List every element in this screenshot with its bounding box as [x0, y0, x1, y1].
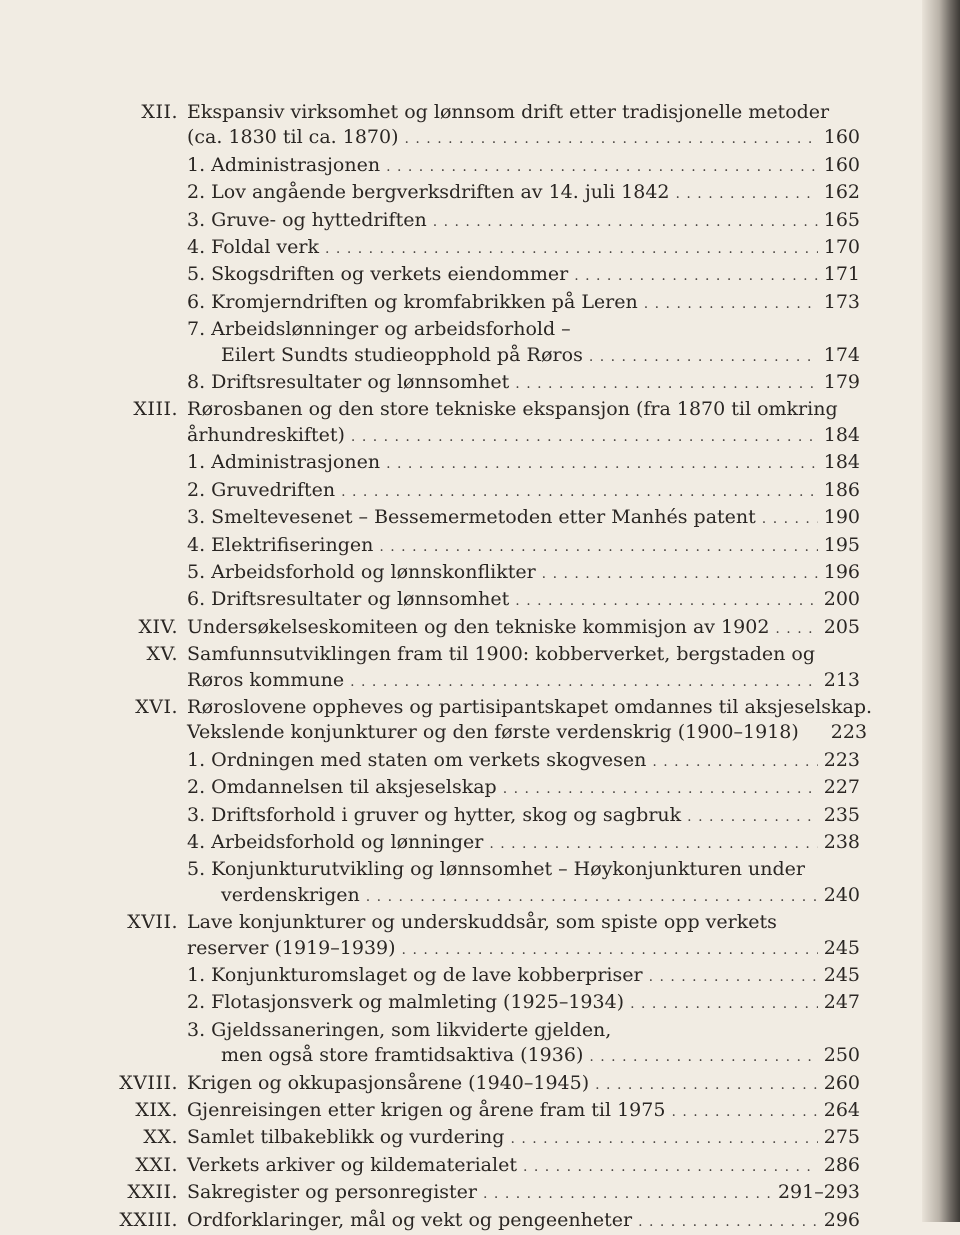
- chapter-title-cont: århundreskiftet): [187, 423, 345, 446]
- page-number: 247: [823, 991, 860, 1014]
- chapter-title: Ordforklaringer, mål og vekt og pengeenheter: [187, 1208, 633, 1231]
- page-number: 165: [823, 208, 860, 231]
- chapter-number: XXII.: [127, 1181, 178, 1204]
- page-number: 184: [823, 451, 860, 474]
- chapter-title: Undersøkelseskomiteen og den tekniske kommisjon av 1902: [187, 615, 770, 638]
- dot-leader: [351, 423, 818, 450]
- dot-leader: [775, 615, 817, 642]
- table-of-contents: [80, 100, 873, 1235]
- page-number: 205: [823, 615, 860, 638]
- dot-leader: [350, 668, 818, 695]
- section-title: 3. Driftsforhold i gruver og hytter, skog og sagbruk: [187, 803, 682, 826]
- dot-leader: [523, 1153, 818, 1180]
- section-title: 2. Flotasjonsverk og malmleting (1925–1934): [187, 991, 625, 1014]
- chapter-title: Verkets arkiver og kildematerialet: [187, 1153, 517, 1176]
- section-title: 4. Foldal verk: [187, 236, 320, 259]
- section-title: 3. Smeltevesenet – Bessemermetoden etter Manhés patent: [187, 506, 756, 529]
- page-number: 223: [830, 721, 868, 744]
- page-number: 186: [823, 478, 860, 501]
- page-number: 245: [823, 964, 860, 986]
- dot-leader: [386, 153, 818, 180]
- page-number: 170: [823, 236, 860, 259]
- page-number: 195: [823, 533, 860, 556]
- page-number: 179: [823, 371, 860, 394]
- chapter-title: Røroslovene oppheves og partisipantskapet omdannes til aksjeselskap.: [187, 695, 873, 718]
- page-number: 235: [823, 803, 860, 826]
- dot-leader: [630, 990, 818, 1017]
- chapter-title: Samfunnsutviklingen fram til 1900: kobberverket, bergstaden og: [187, 643, 816, 666]
- dot-leader: [433, 208, 818, 235]
- chapter-title: Lave konjunkturer og underskuddsår, som spiste opp verkets: [187, 911, 777, 934]
- chapter-number: XVIII.: [119, 1071, 178, 1094]
- page-number: 171: [823, 263, 860, 286]
- chapter-title: Sakregister og personregister: [187, 1181, 478, 1204]
- chapter-title-cont: Vekslende konjunkturer og den første verdenskrig (1900–1918): [187, 721, 799, 744]
- section-title: 2. Lov angående bergverksdriften av 14. juli 1842: [187, 181, 670, 204]
- chapter-xxiii: [80, 1208, 860, 1235]
- chapter-title: Rørosbanen og den store tekniske ekspansjon (fra 1870 til omkring: [187, 398, 838, 421]
- section-title: 1. Administrasjonen: [187, 153, 381, 176]
- section-title-cont: men også store framtidsaktiva (1936): [221, 1044, 584, 1067]
- dot-leader: [366, 883, 818, 910]
- chapter-number: XXIII.: [119, 1208, 178, 1231]
- dot-leader: [325, 235, 818, 262]
- page-number: 184: [823, 423, 860, 446]
- page-number: 200: [823, 588, 860, 611]
- section-title: 5. Konjunkturutvikling og lønnsomhet – Høykonjunkturen under: [187, 858, 805, 881]
- dot-leader: [589, 343, 818, 370]
- page-number: 296: [823, 1208, 860, 1231]
- chapter-xv: [80, 642, 860, 695]
- section-title-cont: verdenskrigen: [221, 883, 360, 906]
- chapter-title: Krigen og okkupasjonsårene (1940–1945): [187, 1071, 590, 1094]
- chapter-number: XIX.: [135, 1099, 178, 1122]
- chapter-number: XVI.: [135, 695, 178, 718]
- section-title: 1. Administrasjonen: [187, 451, 381, 474]
- dot-leader: [483, 1180, 772, 1207]
- dot-leader: [402, 936, 818, 963]
- page-number: 223: [823, 748, 860, 771]
- chapter-title-cont: (ca. 1830 til ca. 1870): [187, 126, 399, 149]
- chapter-xx: [80, 1125, 860, 1152]
- section-title: 5. Skogsdriften og verkets eiendommer: [187, 263, 569, 286]
- page-number: 173: [823, 290, 860, 313]
- chapter-number: XX.: [143, 1126, 178, 1149]
- section-title: 5. Arbeidsforhold og lønnskonflikter: [187, 560, 536, 583]
- dot-leader: [405, 125, 818, 152]
- dot-leader: [589, 1043, 817, 1070]
- dot-leader: [687, 803, 818, 830]
- chapter-xxii: [80, 1180, 860, 1207]
- page-number: 291–293: [777, 1181, 860, 1204]
- page-number: 275: [823, 1126, 860, 1149]
- dot-leader: [676, 180, 818, 207]
- page-number: 196: [823, 560, 860, 583]
- page-number: 190: [823, 506, 860, 529]
- chapter-xvii: [80, 910, 860, 1070]
- dot-leader: [649, 963, 818, 990]
- chapter-title: Ekspansiv virksomhet og lønnsom drift etter tradisjonelle metoder: [187, 101, 830, 123]
- chapter-title: Gjenreisingen etter krigen og årene fram til 1975: [187, 1099, 666, 1122]
- page-number: 245: [823, 936, 860, 959]
- page-number: 160: [823, 153, 860, 176]
- page-number: 227: [823, 776, 860, 799]
- chapter-xix: [80, 1098, 860, 1125]
- dot-leader: [762, 505, 818, 532]
- dot-leader: [510, 1125, 817, 1152]
- page-number: 162: [823, 181, 860, 204]
- page-number: 238: [823, 830, 860, 853]
- dot-leader: [542, 560, 818, 587]
- section-title: 6. Kromjerndriften og kromfabrikken på Leren: [187, 290, 638, 313]
- section-title: 2. Gruvedriften: [187, 478, 336, 501]
- chapter-title-cont: reserver (1919–1939): [187, 936, 396, 959]
- page-number: 213: [823, 668, 860, 691]
- chapter-number: XVII.: [127, 911, 178, 934]
- chapter-xxi: [80, 1153, 860, 1180]
- section-title: 2. Omdannelsen til aksjeselskap: [187, 776, 497, 799]
- section-title: 7. Arbeidslønninger og arbeidsforhold –: [187, 318, 571, 341]
- chapter-number: XII.: [141, 101, 178, 123]
- chapter-number: XV.: [146, 643, 178, 666]
- chapter-title-cont: Røros kommune: [187, 668, 345, 691]
- section-title-cont: Eilert Sundts studieopphold på Røros: [221, 343, 583, 366]
- chapter-xiii: [80, 397, 860, 614]
- dot-leader: [652, 748, 817, 775]
- section-title: 4. Elektrifiseringen: [187, 533, 374, 556]
- chapter-number: XIV.: [138, 615, 178, 638]
- chapter-xvi: [80, 695, 873, 910]
- page-number: 174: [823, 343, 860, 366]
- page-number: 264: [823, 1099, 860, 1122]
- section-title: 3. Gjeldssaneringen, som likviderte gjelden,: [187, 1018, 612, 1041]
- page-edge-shadow: [922, 0, 960, 1222]
- dot-leader: [379, 533, 817, 560]
- dot-leader: [386, 450, 818, 477]
- page-number: 286: [823, 1153, 860, 1176]
- dot-leader: [515, 370, 817, 397]
- dot-leader: [644, 290, 818, 317]
- dot-leader: [671, 1098, 817, 1125]
- section-title: 6. Driftsresultater og lønnsomhet: [187, 588, 510, 611]
- dot-leader: [515, 587, 817, 614]
- dot-leader: [489, 830, 817, 857]
- chapter-xii: [80, 100, 860, 397]
- chapter-xviii: [80, 1071, 860, 1098]
- dot-leader: [341, 478, 818, 505]
- page-number: 240: [823, 883, 860, 906]
- page-number: 260: [823, 1071, 860, 1094]
- chapter-number: XXI.: [135, 1153, 178, 1176]
- chapter-number: XIII.: [133, 398, 178, 421]
- dot-leader: [638, 1208, 818, 1235]
- page-number: 250: [823, 1044, 860, 1067]
- dot-leader: [574, 262, 818, 289]
- dot-leader: [503, 775, 818, 802]
- chapter-title: Samlet tilbakeblikk og vurdering: [187, 1126, 505, 1149]
- section-title: 8. Driftsresultater og lønnsomhet: [187, 371, 510, 394]
- chapter-xiv: [80, 615, 860, 642]
- page-number: 160: [823, 126, 860, 149]
- section-title: 4. Arbeidsforhold og lønninger: [187, 830, 484, 853]
- dot-leader: [595, 1071, 818, 1098]
- section-title: 1. Ordningen med staten om verkets skogvesen: [187, 748, 647, 771]
- section-title: 3. Gruve- og hyttedriften: [187, 208, 427, 231]
- section-title: 1. Konjunkturomslaget og de lave kobberpriser: [187, 964, 643, 986]
